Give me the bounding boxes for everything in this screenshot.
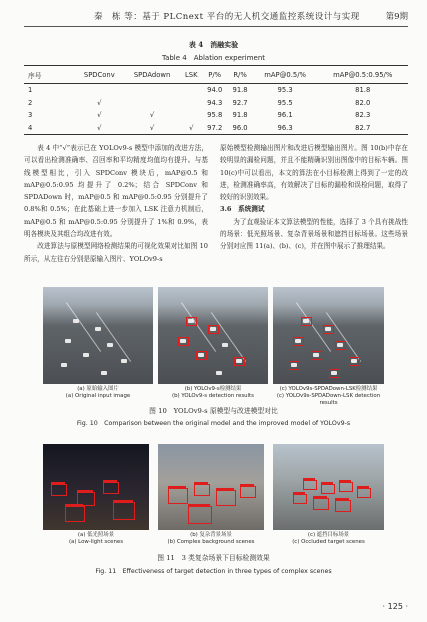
table-cell: 82.7	[317, 122, 408, 135]
table-cell: 2	[28, 98, 33, 107]
running-title: 秦 栋 等：基于 PLCnext 平台的无人机交通监控系统设计与实现	[94, 12, 360, 22]
table-row	[24, 84, 408, 97]
table-cell: 94.3	[207, 98, 223, 107]
fig11-occluded-target-image	[273, 444, 384, 530]
table-cell: 92.7	[232, 98, 248, 107]
header-rule	[24, 26, 408, 27]
table-cell	[124, 97, 181, 110]
table-cell: √	[149, 111, 155, 120]
fig10-sub-c-caption: (c) YOLOv9s-SPDADown-LSK检测结果 (c) YOLOv9s-SPDADown-LSK detection results	[276, 386, 381, 406]
fig10-caption-cn: 图 10 YOLOv9-s 原模型与改进模型对比	[149, 407, 278, 415]
col-header: mAP@0.5:0.95/%	[317, 66, 408, 84]
table-caption-en: Table 4 Ablation experiment	[161, 54, 266, 62]
table-cell: 91.8	[232, 111, 248, 120]
fig10-yolov9s-result-image	[158, 287, 268, 384]
table-cell: 96.0	[227, 122, 252, 135]
table-cell	[75, 84, 124, 97]
table-cell: 97.2	[202, 122, 227, 135]
fig11-sub-b-caption: (b) 复杂背景场景 (b) Complex background scenes	[167, 532, 255, 545]
table-cell: 82.0	[355, 98, 371, 107]
col-header: P/%	[202, 66, 227, 84]
table-cell: 1	[28, 86, 33, 95]
table-cell: √	[75, 122, 124, 135]
col-header: SPDAdown	[124, 66, 181, 84]
table-cell: 82.3	[355, 111, 371, 120]
col-header: 序号	[24, 66, 75, 84]
paragraph: 原始模型检测输出图片和改进后模型输出图片。图 10(b)中存在较明显的漏检问题，并且不能精确识别出图像中的目标车辆。图 10(c)中可以看出，本文的算法在小目标检测上得到了一定的改进，检测准确率高，有效解决了目标的漏检和误检问题，取得了较好的识别效果。	[220, 144, 408, 202]
table-row	[24, 122, 408, 135]
table-cell: 96.1	[277, 111, 293, 120]
table-cell: √	[180, 122, 202, 135]
fig11-caption-en: Fig. 11 Effectiveness of target detection in three types of complex scenes	[95, 568, 332, 575]
table-cell: 94.0	[207, 86, 223, 95]
fig10-original-image	[43, 287, 153, 384]
section-heading: 3.6 系统测试	[220, 205, 265, 214]
fig10-sub-a-caption: (a) 原始输入图片 (a) Original input image	[65, 386, 131, 399]
fig10-caption-en: Fig. 10 Comparison between the original model and the improved model of YOLOv9-s	[76, 420, 351, 427]
right-column-text	[220, 142, 408, 253]
fig11-sub-a-caption: (a) 低光照场景 (a) Low-light scenes	[68, 532, 124, 545]
table-cell: √	[97, 111, 102, 120]
table-cell: √	[124, 122, 181, 135]
page-number: · 125 ·	[382, 602, 408, 611]
fig10-sub-b-caption: (b) YOLOv9-s检测结果 (b) YOLOv9-s detection results	[172, 386, 254, 399]
issue-label: 第9期	[385, 12, 408, 22]
table-cell	[180, 97, 202, 110]
table-cell: 95.5	[277, 98, 293, 107]
table-caption-cn: 表 4 消融实验	[188, 40, 239, 49]
ablation-table	[24, 65, 408, 135]
fig10-improved-result-image	[273, 287, 384, 384]
fig11-low-light-image	[43, 444, 149, 530]
col-header: SPDConv	[75, 66, 124, 84]
table-cell	[180, 84, 202, 97]
fig11-sub-c-caption: (c) 遮挡目标场景 (c) Occluded target scenes	[292, 532, 365, 545]
fig11-caption-cn: 图 11 3 类复杂场景下目标检测效果	[157, 554, 270, 562]
col-header: LSK	[180, 66, 202, 84]
left-column-text	[24, 142, 208, 265]
table-cell	[180, 109, 202, 122]
table-header-row	[24, 66, 408, 84]
paragraph: 为了直观验证本文算法模型的性能，选择了 3 个具有挑战性的场景：低光照场景、复杂背景场景和遮挡目标场景。这些场景分别对应图 11(a)、(b)、(c)，并在图中展示了推理结果。	[220, 217, 408, 251]
table-cell: 96.3	[253, 122, 318, 135]
fig11-complex-background-image	[158, 444, 264, 530]
table-cell: 95.8	[207, 111, 223, 120]
col-header: R/%	[227, 66, 252, 84]
table-row	[24, 97, 408, 110]
table-cell: 95.3	[277, 86, 293, 95]
running-header	[24, 10, 408, 24]
table-cell: 3	[28, 111, 33, 120]
col-header: mAP@0.5/%	[253, 66, 318, 84]
table-row	[24, 109, 408, 122]
table-cell: 91.8	[232, 86, 248, 95]
paragraph: 表 4 中“√”表示已在 YOLOv9-s 模型中添加的改进方法，可以看出检测准确率、召回率和平均精度均值均有提升。与基线模型相比，引入 SPDConv 模块后，mAP@0.5 和 mAP@0.5:0.95 均提升了 0.2%；结合 SPDConv 和 SPDADown 时，mAP@0.5 和 mAP@0.5:0.95 分别提升了 0.8%和 0.5%；在此基础上进一步加入 LSK 注意力机制后，mAP@0.5 和 mAP@0.5:0.95 分别提升了 1%和 0.9%，表明各模块及其组合均改进有效。	[24, 144, 208, 239]
paragraph: 改进算法与原模型网络检测结果的可视化效果对比如图 10 所示，从左往右分别是原输入图片、YOLOv9-s	[24, 242, 208, 263]
table-cell: 81.8	[355, 86, 371, 95]
table-cell: 4	[24, 122, 75, 135]
table-cell	[124, 84, 181, 97]
table-cell: √	[97, 98, 102, 107]
